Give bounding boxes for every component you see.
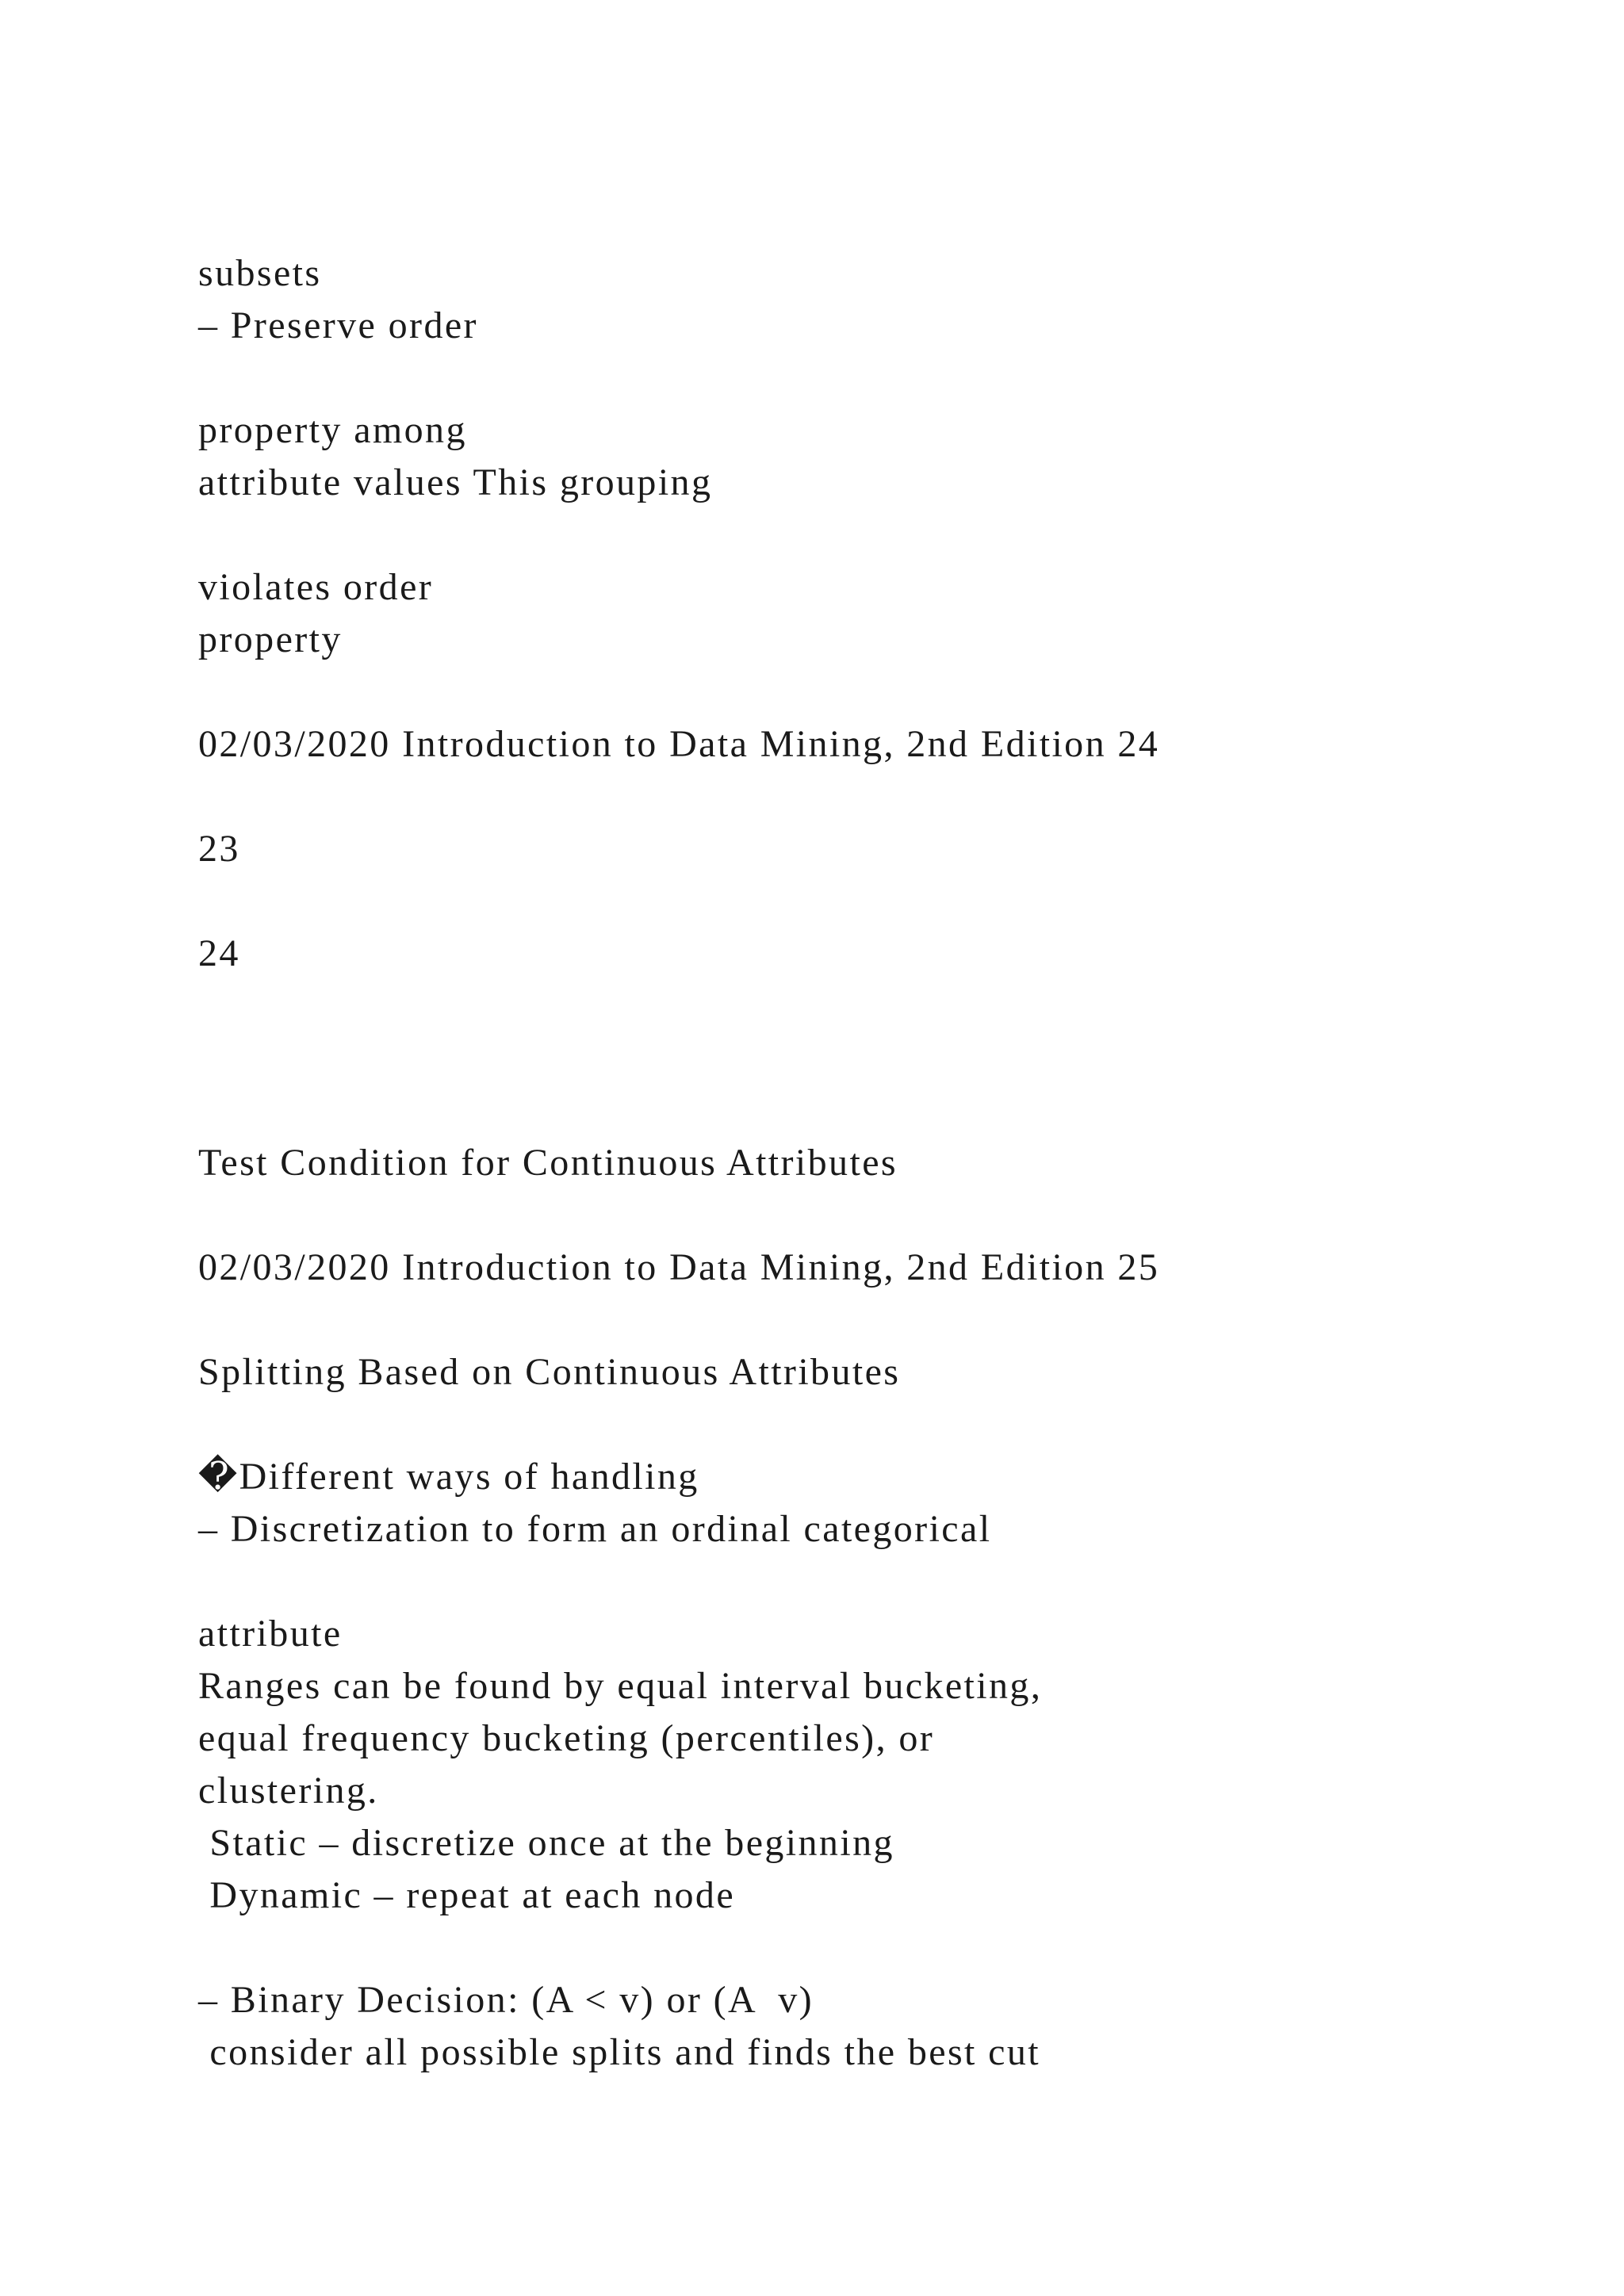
blank-line: [198, 875, 1546, 928]
blank-line: [198, 1556, 1546, 1608]
text-line: attribute: [198, 1613, 343, 1655]
section-heading: Splitting Based on Continuous Attributes: [198, 1351, 901, 1393]
blank-line: [198, 980, 1546, 1032]
blank-line: [198, 666, 1546, 718]
text-line: Ranges can be found by equal interval bucketing,: [198, 1665, 1043, 1707]
page-number: 24: [198, 932, 240, 974]
document-body: [198, 247, 1546, 2079]
bullet-line: Static – discretize once at the beginning: [198, 1822, 894, 1864]
blank-line: [198, 771, 1546, 823]
text-line: property: [198, 618, 343, 660]
text-line: – Preserve order: [198, 304, 478, 346]
blank-line: [198, 1032, 1546, 1085]
blank-line: [198, 1189, 1546, 1242]
bullet-line: Dynamic – repeat at each node: [198, 1874, 736, 1916]
text-line: clustering.: [198, 1770, 379, 1812]
text-line: property among: [198, 409, 467, 451]
text-line: subsets: [198, 252, 322, 294]
slide-footer: 02/03/2020 Introduction to Data Mining, 2nd Edition 25: [198, 1246, 1160, 1288]
bullet-line: consider all possible splits and finds the best cut: [198, 2031, 1040, 2073]
section-heading: Test Condition for Continuous Attributes: [198, 1142, 898, 1184]
blank-line: [198, 352, 1546, 404]
blank-line: [198, 1922, 1546, 1974]
page-number: 23: [198, 828, 240, 870]
bullet-line: �Different ways of handling: [198, 1456, 699, 1498]
blank-line: [198, 1085, 1546, 1137]
text-line: – Binary Decision: (A < v) or (A v): [198, 1979, 814, 2021]
text-line: attribute values This grouping: [198, 461, 713, 503]
blank-line: [198, 1399, 1546, 1451]
text-line: equal frequency bucketing (percentiles), or: [198, 1717, 935, 1759]
blank-line: [198, 1294, 1546, 1346]
text-line: – Discretization to form an ordinal categorical: [198, 1508, 992, 1550]
text-line: violates order: [198, 566, 434, 608]
slide-footer: 02/03/2020 Introduction to Data Mining, 2nd Edition 24: [198, 723, 1160, 765]
blank-line: [198, 509, 1546, 561]
